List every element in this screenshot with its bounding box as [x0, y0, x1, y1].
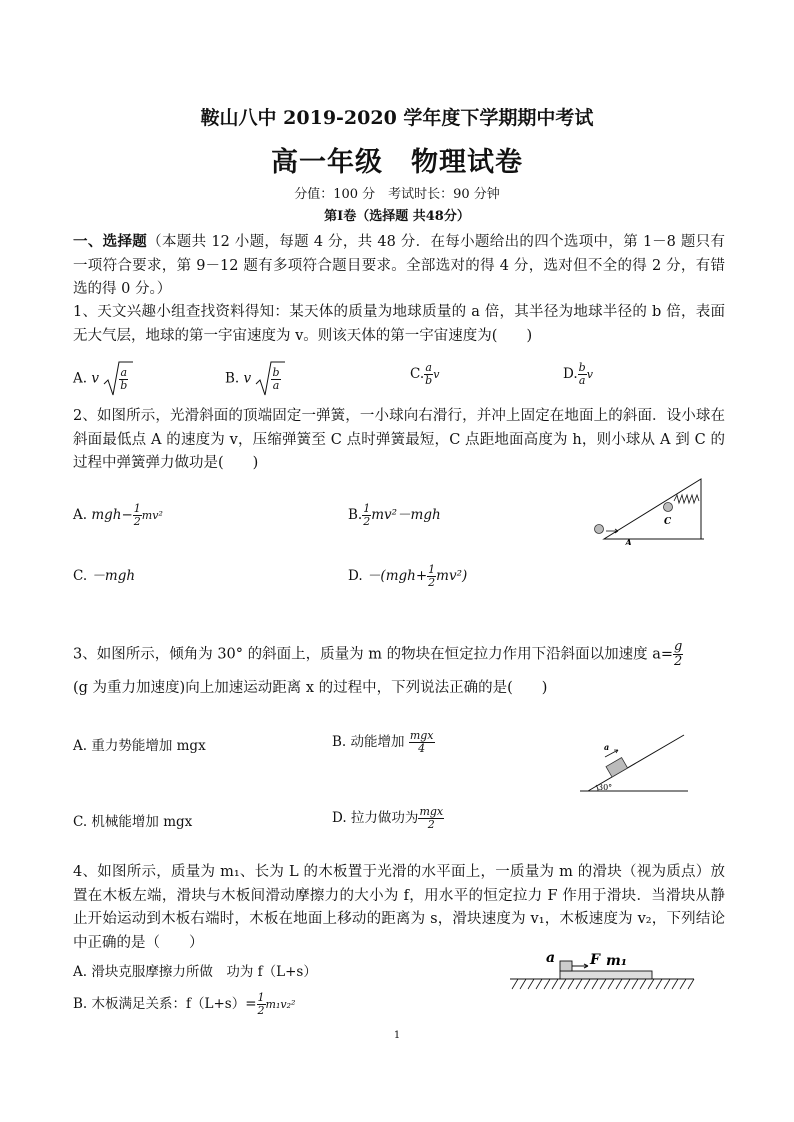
q1-option-c: [410, 362, 439, 387]
q4-b-post: m₁v₂²: [265, 998, 296, 1011]
fig-label-f: F: [590, 952, 600, 968]
slider-block-icon: [560, 961, 572, 971]
q2-option-b: [348, 503, 441, 528]
frac-den: b: [425, 374, 433, 387]
option-label: A.: [73, 507, 88, 523]
frac-num: 1: [257, 991, 265, 1004]
section-heading: 第Ⅰ卷（选择题 共48分）: [324, 209, 470, 224]
frac-num: a: [425, 361, 432, 374]
q4-option-b: [73, 992, 295, 1017]
q2-stem: 2、如图所示，光滑斜面的顶端固定一弹簧，一小球向右滑行，并冲上固定在地面上的斜面．设小球在斜面最低点 A 的速度为 v，压缩弹簧至 C 点时弹簧最短，C 点距地面高度为 h，则小球从 A 到 C 的过程中弹簧弹力做功是( ): [73, 408, 725, 471]
option-label: D.: [563, 366, 578, 382]
q3-incline-figure: [578, 733, 690, 795]
frac-den: 2: [257, 1004, 265, 1017]
option-label: D.: [348, 568, 363, 584]
q1-c-fraction: [424, 362, 433, 387]
q2-b-fraction: [362, 503, 371, 528]
q2-incline-figure: [588, 475, 708, 545]
ball-icon: [595, 525, 604, 534]
frac-den: b: [120, 378, 128, 392]
q2-d-fraction: [427, 564, 436, 589]
sqrt-sign-icon: [255, 360, 285, 398]
q2-d-pre: －(mgh+: [366, 568, 428, 584]
q1-option-d: [563, 362, 593, 387]
q4-b-fraction: [257, 992, 266, 1017]
ball-icon: [664, 503, 673, 512]
intro-text: （本题共 12 小题，每题 4 分，共 48 分．在每小题给出的四个选项中，第 1－8 题只有一项符合要求，第 9－12 题有多项符合题目要求。全部选对的得 4 分，选对但不全的得 2 分，有错选的得 0 分。）: [73, 234, 726, 297]
frac-den: 2: [363, 515, 371, 528]
option-label: C.: [410, 366, 425, 382]
fig-label-m: m₁: [606, 953, 627, 969]
board-icon: [560, 971, 652, 979]
frac-num: mgx: [419, 805, 444, 818]
q3-b-fraction: [409, 730, 435, 755]
frac-num: 1: [363, 502, 371, 515]
q3-option-a: A. 重力势能增加 mgx: [73, 738, 206, 754]
frac-num: 1: [133, 502, 141, 515]
fig-angle-label: 30°: [598, 783, 613, 792]
q2-option-c: [73, 566, 135, 586]
q2-a-post: mv²: [141, 509, 163, 522]
intro-paragraph: [73, 230, 725, 302]
frac-num: a: [120, 365, 128, 379]
exam-title: 鞍山八中 2019-2020 学年度下学期期中考试: [200, 107, 594, 129]
frac-den: a: [578, 374, 586, 387]
fig-label-a: a: [546, 950, 556, 966]
block-icon: [606, 758, 628, 777]
q1-a-fraction: [119, 367, 128, 392]
option-label: C.: [73, 568, 88, 584]
page-number: 1: [393, 1030, 401, 1041]
q3-accel-fraction: [673, 640, 683, 669]
q4-b-pre: B. 木板满足关系：f（L+s）=: [73, 996, 257, 1012]
q4-option-a: A. 滑块克服摩擦力所做 功为 f（L+s）: [73, 964, 317, 980]
q1-d-fraction: [578, 362, 587, 387]
frac-den: 2: [428, 576, 436, 589]
q1-option-b: [225, 360, 281, 398]
q2-d-post: mv²): [436, 568, 468, 584]
q2-option-a: [73, 503, 163, 528]
frac-num: b: [578, 361, 586, 374]
fig-label-c: C: [664, 517, 672, 527]
frac-num: g: [674, 639, 683, 654]
q1-b-fraction: [271, 367, 280, 392]
q2-a-pre: mgh−: [91, 507, 133, 523]
intro-heading: 一、选择题: [73, 233, 148, 250]
q4-board-figure: [508, 945, 698, 995]
q3-option-c: C. 机械能增加 mgx: [73, 814, 193, 830]
q4-stem: 4、如图所示，质量为 m₁、长为 L 的木板置于光滑的水平面上，一质量为 m 的滑块（视为质点）放置在木板左端，滑块与木板间滑动摩擦力的大小为 f，用水平的恒定拉力 F 作用于滑块．当滑块从静止开始运动到木板右端时，木板在地面上移动的距离为 s，滑块速度为 v₁，木板速度为 v₂，下列结论中正确的是（ ）: [73, 864, 725, 951]
spring-icon: [674, 495, 699, 503]
q1-d-post: v: [586, 368, 593, 381]
frac-den: a: [272, 378, 280, 392]
option-label: A.: [73, 370, 88, 387]
frac-den: 2: [427, 818, 435, 831]
q3-stem-line1: [73, 640, 683, 669]
fig-label-a: a: [604, 742, 610, 752]
sqrt-sign-icon: [103, 360, 133, 398]
q1-a-pre: v: [91, 370, 99, 387]
option-label: B.: [348, 507, 363, 523]
q1-stem: 1、天文兴趣小组查找资料得知：某天体的质量为地球质量的 a 倍，其半径为地球半径的 b 倍，表面无大气层，地球的第一宇宙速度为 v。则该天体的第一宇宙速度为( ): [73, 304, 725, 344]
exam-meta: 分值：100 分 考试时长：90 分钟: [294, 187, 500, 202]
fig-label-a: A: [625, 539, 632, 545]
frac-den: 4: [418, 742, 426, 755]
q1-c-post: v: [433, 368, 440, 381]
option-label: B.: [225, 370, 240, 387]
q2-b-post: mv²－mgh: [371, 507, 441, 523]
q2-option-d: [348, 564, 467, 589]
frac-den: 2: [674, 654, 683, 669]
q1-b-pre: v: [243, 370, 252, 387]
frac-num: 1: [428, 563, 436, 576]
q3-d-text: D. 拉力做功为: [332, 810, 419, 826]
exam-subtitle: 高一年级 物理试卷: [271, 147, 523, 178]
q2-a-fraction: [133, 503, 142, 528]
q3-d-fraction: [418, 806, 444, 831]
frac-num: mgx: [409, 729, 434, 742]
q1-option-a: [73, 360, 128, 398]
q3-stem-line2: (g 为重力加速度)向上加速运动距离 x 的过程中，下列说法正确的是( ): [73, 680, 548, 696]
q3-b-text: B. 动能增加: [332, 734, 405, 750]
q3-stem1-text: 3、如图所示，倾角为 30° 的斜面上，质量为 m 的物块在恒定拉力作用下沿斜面以加速度 a=: [73, 646, 674, 663]
q3-option-b: [332, 730, 435, 755]
frac-num: b: [272, 365, 280, 379]
ground-hatch-icon: [512, 979, 694, 989]
q3-option-d: [332, 806, 444, 831]
frac-den: 2: [133, 515, 141, 528]
q2-c-text: －mgh: [91, 568, 136, 584]
